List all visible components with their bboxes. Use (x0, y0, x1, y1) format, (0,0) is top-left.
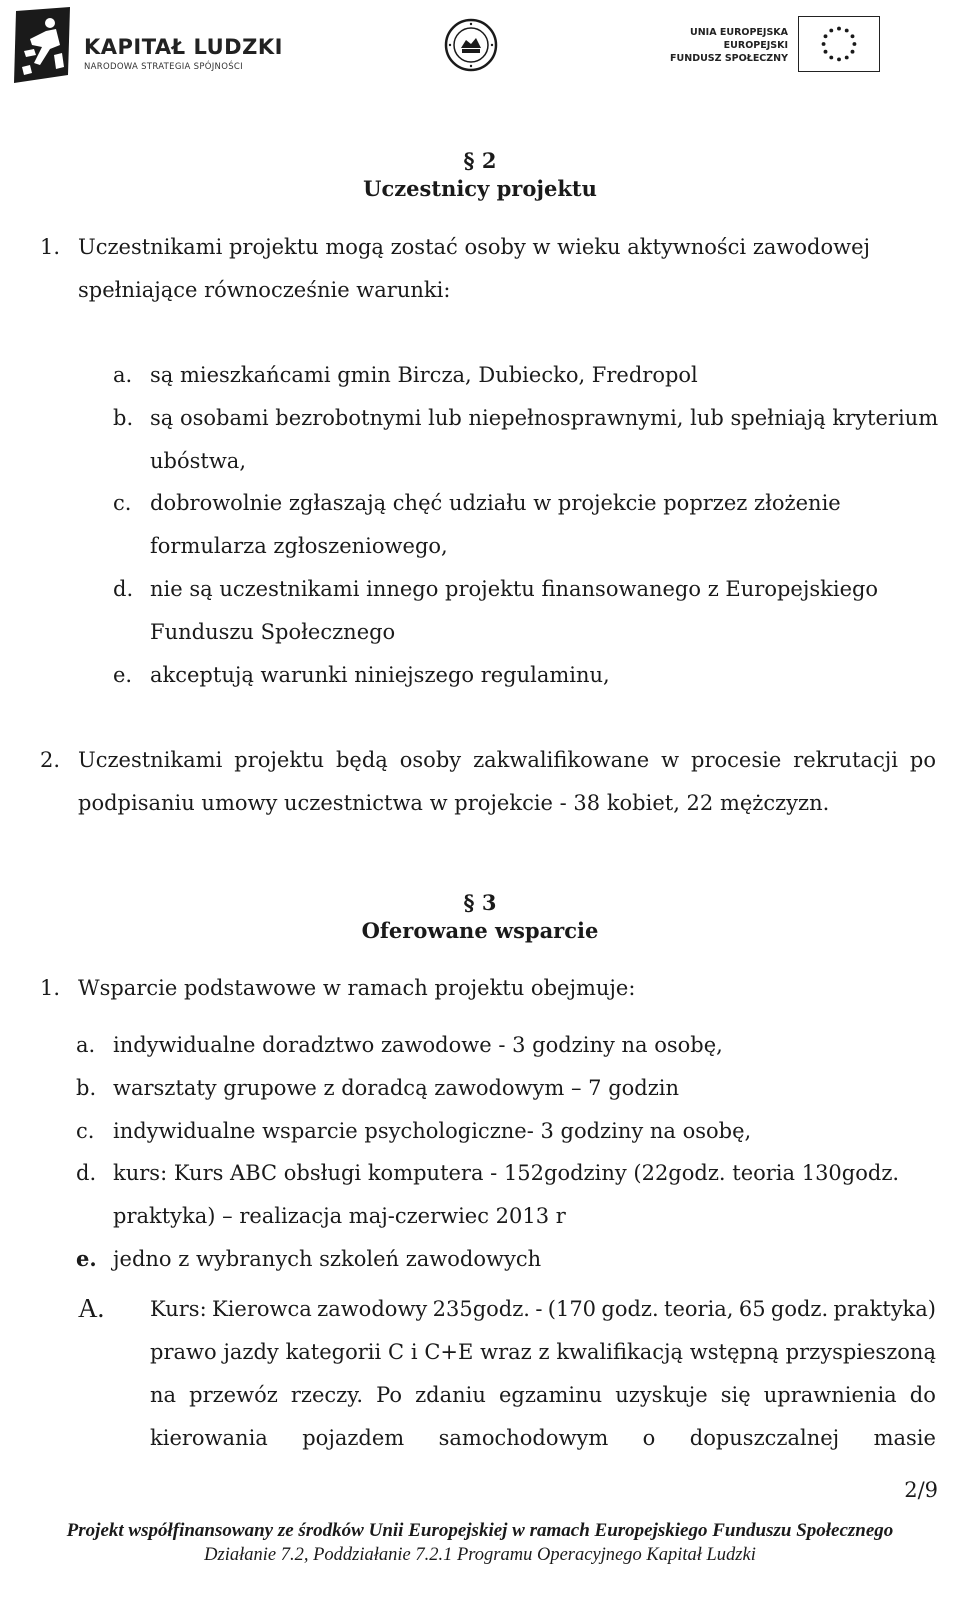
word: praktyka) (833, 1297, 936, 1321)
word: godz. (770, 1297, 829, 1321)
municipal-seal-icon (444, 18, 498, 72)
section3-number: § 3 (463, 890, 497, 915)
word: przewóz (189, 1383, 278, 1407)
kl-logo-title: KAPITAŁ LUDZKI (84, 35, 283, 59)
s2-item-b-letter: b. (113, 406, 134, 430)
s3-item-d-line2: praktyka) – realizacja maj-czerwiec 2013 r (113, 1204, 566, 1228)
word: godz. (601, 1297, 659, 1321)
word: C+E (424, 1340, 474, 1364)
s3-sub-line3 (150, 1380, 936, 1410)
s3-sub-line2 (150, 1337, 936, 1367)
word: - (535, 1297, 543, 1321)
s2-item-c-line2: formularza zgłoszeniowego, (150, 534, 448, 558)
word: egzaminu (499, 1383, 603, 1407)
word: masie (873, 1426, 936, 1450)
s3-p1-number: 1. (40, 976, 61, 1000)
word: na (150, 1383, 177, 1407)
word: uzyskuje (615, 1383, 708, 1407)
s3-p1-text: Wsparcie podstawowe w ramach projektu obejmuje: (78, 976, 636, 1000)
word: kierowania (150, 1426, 268, 1450)
word: zakwalifikowane (473, 748, 650, 772)
word: przyspieszoną (785, 1340, 936, 1364)
word: prawo (150, 1340, 217, 1364)
s2-item-c-letter: c. (113, 491, 132, 515)
s2-item-d-line2: Funduszu Społecznego (150, 620, 396, 644)
word: teoria, (664, 1297, 734, 1321)
s3-item-a-letter: a. (76, 1033, 96, 1057)
s3-item-a-line1: indywidualne doradztwo zawodowe - 3 godziny na osobę, (113, 1033, 723, 1057)
footer-line2: Działanie 7.2, Poddziałanie 7.2.1 Programu Operacyjnego Kapitał Ludzki (204, 1545, 756, 1565)
s3-item-e-letter: e. (76, 1246, 97, 1271)
word: do (909, 1383, 936, 1407)
word: się (720, 1383, 751, 1407)
word: osoby (399, 748, 462, 772)
word: Uczestnikami (78, 748, 223, 772)
s3-item-e-line1: jedno z wybranych szkoleń zawodowych (113, 1247, 542, 1271)
word: projektu (234, 748, 325, 772)
eu-logo-line1: UNIA EUROPEJSKA (690, 27, 788, 38)
s2-item-a-line1: są mieszkańcami gmin Bircza, Dubiecko, Fredropol (150, 363, 698, 387)
word: pojazdem (302, 1426, 405, 1450)
section3-title: Oferowane wsparcie (361, 918, 599, 943)
word: rekrutacji (793, 748, 898, 772)
word: po (909, 748, 936, 772)
s2-item-e-letter: e. (113, 663, 133, 687)
word: Po (376, 1383, 403, 1407)
word: w (661, 748, 680, 772)
word: Kierowca (212, 1297, 312, 1321)
s3-sub-letter: A. (78, 1293, 105, 1323)
s2-p2-line2: podpisaniu umowy uczestnictwa w projekcie - 38 kobiet, 22 mężczyzn. (78, 791, 830, 815)
eu-logo-line3: FUNDUSZ SPOŁECZNY (670, 53, 788, 64)
word: 65 (738, 1297, 766, 1321)
s2-p1-line2: spełniające równocześnie warunki: (78, 278, 451, 302)
eu-flag-icon (798, 16, 880, 72)
s2-p2-line1 (78, 745, 936, 775)
s2-item-c-line1: dobrowolnie zgłaszają chęć udziału w projekcie poprzez złożenie (150, 491, 841, 515)
page-number: 2/9 (904, 1478, 938, 1502)
s3-item-c-line1: indywidualne wsparcie psychologiczne- 3 godziny na osobę, (113, 1119, 752, 1143)
word: zawodowy (317, 1297, 428, 1321)
s3-item-d-letter: d. (76, 1161, 97, 1185)
word: 235godz. (432, 1297, 530, 1321)
word: będą (335, 748, 388, 772)
section2-title: Uczestnicy projektu (363, 176, 597, 201)
s3-sub-line4 (150, 1423, 936, 1453)
word: kwalifikacją (556, 1340, 684, 1364)
footer-line1: Projekt współfinansowany ze środków Unii Europejskiej w ramach Europejskiego Funduszu Społecznego (66, 1520, 894, 1541)
s2-item-e-line1: akceptują warunki niniejszego regulaminu, (150, 663, 610, 687)
word: o (642, 1426, 656, 1450)
word: zdaniu (415, 1383, 486, 1407)
word: (170 (547, 1297, 597, 1321)
word: kategorii (285, 1340, 382, 1364)
word: z (538, 1340, 550, 1364)
word: Kurs: (150, 1297, 207, 1321)
s2-p1-number: 1. (40, 235, 61, 259)
s2-item-d-letter: d. (113, 577, 134, 601)
word: samochodowym (438, 1426, 609, 1450)
word: uprawnienia (763, 1383, 897, 1407)
s2-item-d-line1: nie są uczestnikami innego projektu finansowanego z Europejskiego (150, 577, 879, 601)
s3-item-d-line1: kurs: Kurs ABC obsługi komputera - 152godziny (22godz. teoria 130godz. (113, 1161, 900, 1185)
word: C (388, 1340, 405, 1364)
word: procesie (691, 748, 782, 772)
word: wraz (480, 1340, 532, 1364)
word: wstępną (689, 1340, 779, 1364)
s2-p2-number: 2. (40, 748, 61, 772)
s3-sub-line1 (150, 1294, 936, 1324)
s3-item-b-line1: warsztaty grupowe z doradcą zawodowym – 7 godzin (113, 1076, 680, 1100)
s3-item-b-letter: b. (76, 1076, 97, 1100)
eu-logo (670, 14, 880, 74)
word: rzeczy. (290, 1383, 363, 1407)
word: dopuszczalnej (689, 1426, 840, 1450)
s3-item-c-letter: c. (76, 1119, 95, 1143)
s2-item-b-line1: są osobami bezrobotnymi lub niepełnosprawnymi, lub spełniają kryterium (150, 406, 939, 430)
s2-p1-line1: Uczestnikami projektu mogą zostać osoby w wieku aktywności zawodowej (78, 235, 871, 259)
word: jazdy (223, 1340, 279, 1364)
eu-logo-line2: EUROPEJSKI (723, 40, 788, 51)
kapital-ludzki-emblem-icon (10, 5, 76, 87)
kl-logo-subtitle: NARODOWA STRATEGIA SPÓJNOŚCI (84, 62, 243, 72)
s2-item-a-letter: a. (113, 363, 133, 387)
word: i (410, 1340, 418, 1364)
s2-item-b-line2: ubóstwa, (150, 449, 246, 473)
kapital-ludzki-logo (10, 5, 283, 87)
section2-number: § 2 (463, 148, 497, 173)
